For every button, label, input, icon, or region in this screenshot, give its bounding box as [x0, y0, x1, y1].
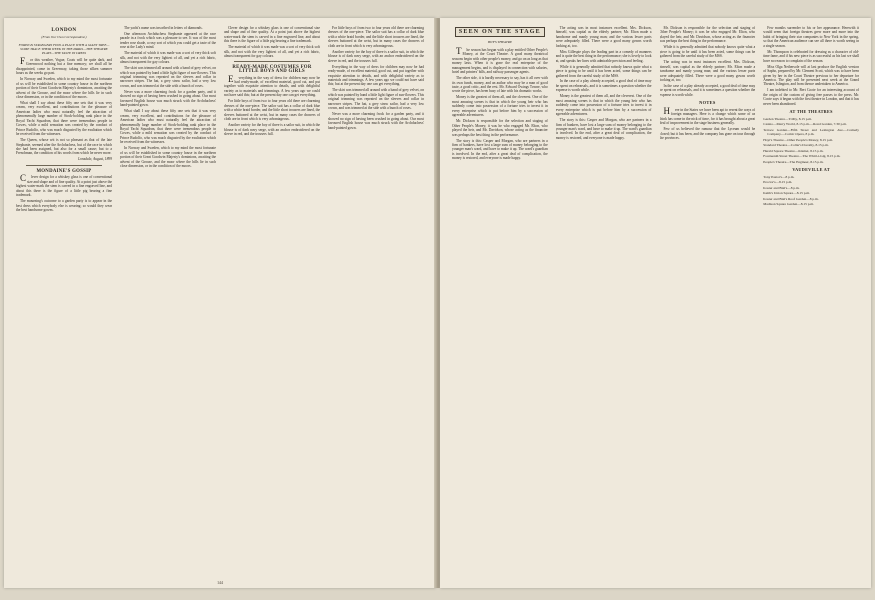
ready-made-paragraph: Everything in the way of dress for children may now be had ready-made, of excellent material, good cut, and put together with exquisite attention to details, and with delightful variety as to materials and trimmings. A few years ago we could not have said this; but at the present day one can get everything.	[224, 73, 320, 98]
ready-made-paragraph: Another variety for the boy of three is a sailor suit, in which the blouse is of dark navy serge, with an anchor embroidered on the sleeve in red, and the trousers full.	[224, 123, 320, 137]
vaudeville-listing-item: Proctor's—8.15 p.m.	[763, 180, 793, 185]
theatre-listing-item: Casino—Merry World, 8.15 p.m.—Rond Garden, 7.30 p.m.	[763, 122, 847, 127]
ready-made-title: READY-MADE COSTUMES FOR LITTLE BOYS AND GIRLS	[232, 64, 312, 75]
stage-paragraph: The season has begun with a play entitled Other People's Money, at the Court Theatre. A good many theatrical seasons begin with other people's money, and go on as long as that money lasts. When it is gone the real enterprise of the management begins, and is displayed in connection with salaries, hotel and printers' bills, and railway passenger agents.	[452, 45, 548, 75]
left-column-2	[120, 26, 216, 574]
ready-made-paragraph: Never was a more charming frock for a garden party, and it showed no sign of having been crushed in going about. Our most favoured English house was much struck with the Archduchess' hand-painted gown.	[328, 112, 424, 130]
stage-paragraph: The story is this: Casper and Morgan, who are partners in a firm of bankers, have lost a large sum of money belonging to the younger man's ward, and have to make it up. The ward's guardian is involved. In the end, after a great deal of complication, the money is restored, and everyone is made happy.	[555, 118, 652, 140]
stage-paragraph: In the case of a play already accepted, a good deal of time may be spent on rehearsals, and it is sometimes a question whether the expense is worth while.	[659, 83, 756, 97]
stage-paragraph: The acting was in most instances excellent. Mrs. Dickson, himself, was capital as the elderly partner; Mr. Elton made a handsome and manly young man; and the various lesser parts were adequately filled. There were a good many gowns worth looking at, too.	[659, 60, 756, 82]
notes-paragraph: Few of us believed the rumour that the Lyceum would be closed; but it has been, and the company has gone on tour through the provinces.	[659, 127, 756, 140]
ready-made-paragraph: Another variety for the boy of three is a sailor suit, in which the blouse is of dark navy serge, with an anchor embroidered on the sleeve in red, and the trousers full.	[328, 49, 424, 63]
stage-paragraph: I am indebted to Mr. Bert Coote for an interesting account of the origin of the custom of giving free passes to the press. Mr. Coote says it began with the first theatre in London, and that it has never been abandoned.	[763, 88, 859, 106]
london-paragraph: In Norway and Sweden, which to my mind the most fortunate of us will be established in some country house in the northern portion of their Great Goodwin Majesty's dominions, awaiting the advent of the Grouse, and the moor where the hills lie in such close dimension, or in the condition of the moors.	[16, 77, 112, 100]
left-column-1	[16, 26, 112, 574]
stage-paragraph: Miss Gillespie plays the leading part in a comedy of manners and is quite the best thing in the performance; she is lovely to look at, and speaks her lines with admirable precision and feeling.	[555, 49, 652, 63]
stage-paragraph: In the case of a play already accepted, a good deal of time may be spent on rehearsals, and it is sometimes a question whether the expense is worth while.	[555, 79, 652, 93]
page-number: 144	[217, 581, 223, 585]
vaudeville-listing-item: Koster and Bial's—8 p.m.	[763, 185, 800, 190]
gossip-paragraph: Never was a more charming frock for a garden party, and it showed no sign of having been crushed in going about. Our most favoured English house was much struck with the Archduchess' hand-painted gown.	[120, 89, 216, 108]
gossip-paragraph: In Norway and Sweden, which to my mind the most fortunate of us will be established in some country house in the northern portion of their Great Goodwin Majesty's dominions, awaiting the advent of the Grouse, and the moor where the hills lie in such close dimension, or in the condition of the moors.	[120, 146, 216, 169]
stage-paragraph: Mr. Thompson is celebrated for dressing as a character of old-time fame, and if his new piece is as successful as his last we shall have no reason to complain of the season.	[763, 49, 859, 63]
stage-paragraph: The acting was in most instances excellent. Mrs. Dickson, himself, was capital as the elderly partner; Mr. Elton made a handsome and manly young man; and the various lesser parts were adequately filled. There were a good many gowns worth looking at, too.	[555, 26, 652, 48]
theatre-listing-item: Fourteenth Street Theatre—The Whirl-i-Gig, 8.15 p.m.	[763, 154, 841, 159]
gossip-paragraph: What shall I say about these fifty one sets that it was very cream, very excellent, and contributions for the pleasure of American ladies who must naturally feel the attraction of phenomenally large number of Stock-holding rank place in the Royal Yacht Squadron, that there were tremendous people in Cowes, while a mild sensation was created by the conduct of Prince Rudolfo, who was much disgusted by the exultation which he received from the witnesses.	[120, 109, 216, 145]
london-paragraph: The Queen, whose wit is not so pleasant as that of the late Stephanie, seemed after the Archduchess, but of the race in which she had been assigned, but also for a small cause; but to a Frenchman, the condition of his words from which he never more.	[16, 138, 112, 156]
right-column-1	[452, 26, 548, 574]
stage-paragraph: While it is generally admitted that nobody knows quite what a piece is going to be until it has been acted, some things can be gathered from the careful study of the MSS.	[659, 45, 756, 59]
stage-byline: BOY'S THEATRE	[487, 40, 512, 45]
mondaine-paragraph: Clever design for a whiskey glass is one of conventional size and shape and of fine quality. At a point just above the highest water-mark the stem is carved in a fine engraved line, and about this there is the figure of a little pig bearing a fine trademark.	[16, 173, 112, 198]
theatre-listing-item: Terrace Garden—Fifth Street and Lexington Ave.—Comedy Company.—Comic Opera, 8 p.m.	[763, 127, 859, 137]
theatre-listing	[763, 117, 859, 165]
gossip-paragraph: The yacht's name was inscribed in letters of diamonds.	[124, 26, 203, 30]
stage-paragraph: While it is generally admitted that nobody knows quite what a piece is going to be until it has been acted, some things can be gathered from the careful study of the MSS.	[555, 64, 652, 78]
right-page	[440, 18, 871, 588]
notes-title: NOTES	[699, 100, 716, 106]
ready-made-paragraph: Everything in the way of dress for children may now be had ready-made, of excellent material, good cut, and put together with exquisite attention to details, and with delightful variety as to materials and trimmings. A few years ago we could not have said this; but at the present day one can get everything.	[328, 64, 424, 87]
ready-made-paragraph: For little boys of from two to four years old there are charming dresses of the one-piece. The sailor suit has a collar of dark blue with a white braid border, and the little short trousers are lined, the sleeves buttoned at the wrist, but in many cases the drawers of cloth are in front which is very advantageous.	[328, 26, 424, 48]
stage-paragraph: Mr. Dickson is responsible for the selection and staging of Other People's Money; it was he who engaged Mr. Elton, who played the heir, and Mr. Davidson, whose acting as the financier was perhaps the best thing in the performance.	[659, 26, 756, 44]
notes-paragraph: Here in the States we have been apt to resent the ways of foreign managers. Here is a change which some of us think has come in the nick of time, for it has brought about a great deal of improvement in the stage business generally.	[659, 105, 756, 126]
vaudeville-listing-item: Tony Pastor's—8 p.m.	[763, 174, 795, 179]
stage-paragraph: The story is this: Casper and Morgan, who are partners in a firm of bankers, have lost a large sum of money belonging to the younger man's ward, and have to make it up. The ward's guardian is involved. In the end, after a great deal of complication, the money is restored, and everyone is made happy.	[452, 138, 548, 161]
left-column-4	[328, 26, 424, 574]
theatre-listing-item: Standard Theatre—Collar's Dorothy, 8.15 p.m.	[763, 143, 829, 148]
london-signoff: Lonsdale, August, 1899	[78, 157, 112, 162]
gossip-paragraph: The material of which it was made was a sort of very thick soft silk, and not with the very lightest of all, and yet a rich fabric, almost transparent for gay colours.	[224, 45, 320, 59]
mondaine-title: MONDAINE'S GOSSIP	[36, 168, 92, 174]
vaudeville-listing	[763, 175, 859, 207]
stage-paragraph: Mr. Dickson is responsible for the selection and staging of Other People's Money; it was he who engaged Mr. Elton, who played the heir, and Mr. Davidson, whose acting as the financier was perhaps the best thing in the performance.	[452, 119, 548, 137]
theatre-listing-item: Garden Theatre—Trilby, 8.15 p.m.	[763, 116, 812, 121]
london-paragraph: For this weather, Vogue, Coats will be quite dark, and Greenwood nothing but a fine memory; we shall all be disappointed, come in Greenway, taking those silken summer hours as the weeks go past.	[16, 55, 112, 76]
stage-paragraph: Money is the greatest of them all, and the cleverest. One of the most amusing scenes is that in which the young heir who has suddenly come into possession of a fortune tries to invest it in every enterprise which is put before him by a succession of agreeable adventurers.	[555, 94, 652, 117]
right-column-3	[660, 26, 756, 574]
london-byline: (From Our Own Correspondent.)	[41, 35, 87, 40]
divider	[234, 61, 310, 62]
stage-banner: SEEN ON THE STAGE	[455, 27, 545, 37]
stage-paragraph: The other side, it is hardly necessary to say, has it all over with its own funds, money, and an author who may be a man of good taste, a good critic, and the rest. Mr. Edward Owings Towne, who wrote the piece, has been busy of late with his dramatic works.	[452, 76, 548, 94]
vaudeville-listing-item: Koster and Bial's Roof Garden—8 p.m.	[763, 196, 819, 201]
ready-made-paragraph: The skirt was trimmed all around with a band of grey velvet, on which was painted by hand a little light figure of sun-flowers. This original trimming was repeated on the sleeves and collar in narrower stripes. The hat, a grey straw sailor, had a very low crown, and was trimmed at the side with a bunch of roses.	[328, 88, 424, 111]
london-subheading: FOREIGN STRANGERS FIND A PLACE WITH A GIANT TREE—SOME TRACE THEIR WEEK IN THE PARKS—THE THEATRE PLAYS—THE TASTE IN DRESS	[18, 42, 110, 55]
london-title: LONDON	[51, 27, 77, 33]
mondaine-paragraph: The mourning's outcome to a garden party is to appear in the best dress which everybody else is wearing; so would they wear the best handsome gowns.	[16, 199, 112, 212]
gossip-paragraph: The material of which it was made was a sort of very thick soft silk, and not with the very lightest of all, and yet a rich fabric, almost transparent for gay colours.	[120, 51, 216, 65]
stage-paragraph: Few months surrender to his or her appearance. Herewith it would seem that foreign theatres grew more and more into the habit of bringing their star companies to New York in the spring, so that the American audience can see all there is worth seeing in a single season.	[763, 26, 859, 48]
divider	[26, 165, 102, 166]
theatre-listing-item: Hoyt's Theatre—Other People's Money, 8.15 p.m.	[763, 137, 834, 142]
gossip-paragraph: The skirt was trimmed all around with a band of grey velvet, on which was painted by hand a little light figure of sun-flowers. This original trimming was repeated on the sleeves and collar in narrower stripes. The hat, a grey straw sailor, had a very low crown, and was trimmed at the side with a bunch of roses.	[120, 66, 216, 88]
stage-paragraph: Miss Olga Nethersole will at last produce the English version of Sapho, prepared by Mr. Clement Scott, which was to have been given by her in the Court Theatre previous to her departure for America. The play will be presented next week at the Grand Theatre, Islington, and from thence undertaken to America.	[763, 64, 859, 87]
ready-made-paragraph: For little boys of from two to four years old there are charming dresses of the one-piece. The sailor suit has a collar of dark blue with a white braid border, and the little short trousers are lined, the sleeves buttoned at the wrist, but in many cases the drawers of cloth are in front which is very advantageous.	[224, 99, 320, 122]
gossip-paragraph: One afternoon Archduchess Stephanie appeared at the race parade in a frock which was a pleasure to see. It was of the most tender rose shade, a rosy sort of which you could get a taste of the rose at the Lady's mind.	[120, 31, 216, 50]
right-column-2	[556, 26, 652, 574]
left-page	[4, 18, 436, 588]
vaudeville-title: VAUDEVILLE AT	[792, 167, 830, 173]
stage-paragraph: Money is the greatest of them all, and the cleverest. One of the most amusing scenes is that in which the young heir who has suddenly come into possession of a fortune tries to invest it in every enterprise which is put before him by a succession of agreeable adventurers.	[452, 95, 548, 118]
gossip-paragraph: Clever design for a whiskey glass is one of conventional size and shape and of fine quality. At a point just above the highest water-mark the stem is carved in a fine engraved line, and about this there is the figure of a little pig bearing a fine trademark.	[224, 26, 320, 44]
vaudeville-listing-item: Keith's Union Square—8.15 p.m.	[763, 191, 810, 196]
theatre-listing-item: People's Theatre—The Engineer, 8.15 p.m.	[763, 159, 824, 164]
left-column-3	[224, 26, 320, 574]
theatres-title: AT THE THEATRES	[789, 109, 833, 115]
theatre-listing-item: Herald Square Theatre—Kismet, 8.15 p.m.	[763, 148, 824, 153]
london-paragraph: What shall I say about these fifty one sets that it was very cream, very excellent, and contributions for the pleasure of American ladies who must naturally feel the attraction of phenomenally large number of Stock-holding rank place in the Royal Yacht Squadron, that there were tremendous people in Cowes, while a mild sensation was created by the conduct of Prince Rudolfo, who was much disgusted by the exultation which he received from the witnesses.	[16, 100, 112, 137]
right-column-4	[763, 26, 859, 574]
vaudeville-listing-item: Madison Square Garden—8.15 p.m.	[763, 202, 814, 207]
